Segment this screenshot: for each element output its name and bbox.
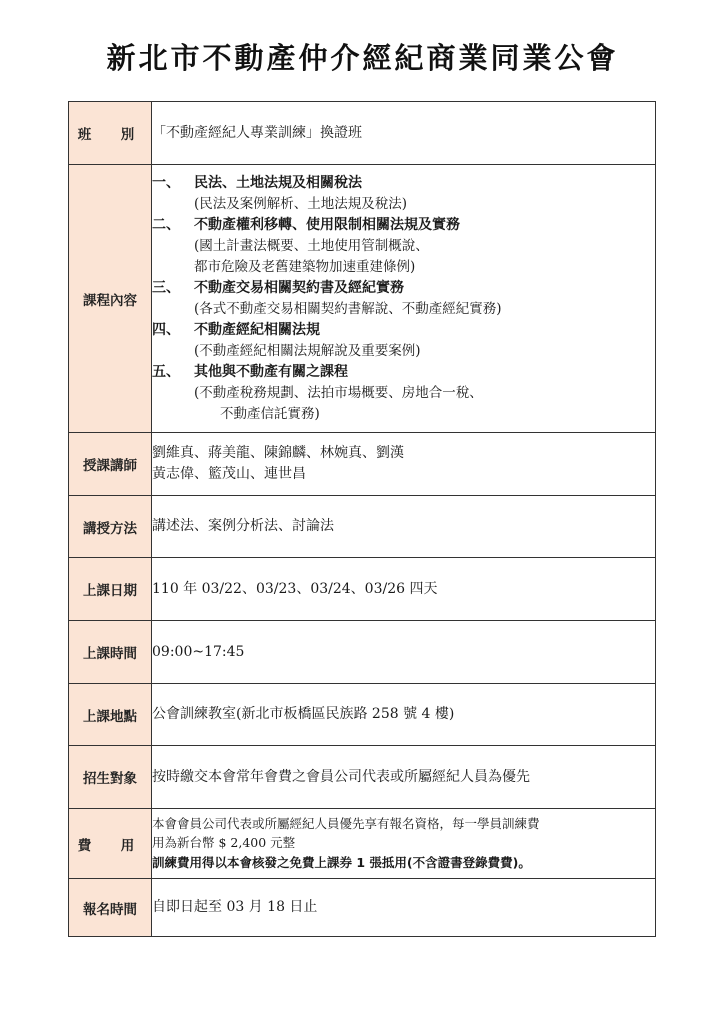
value-lecturers: [152, 433, 656, 496]
label-target: 招生對象: [69, 746, 152, 809]
value-location: 公會訓練教室(新北市板橋區民族路 258 號 4 樓): [152, 684, 656, 746]
course-section-2-desc: (國土計畫法概要、土地使用管制概說、: [194, 237, 429, 254]
row-course: [69, 165, 656, 433]
row-registration: [69, 879, 656, 937]
label-location: 上課地點: [69, 684, 152, 746]
fee-line-2: 用為新台幣 $ 2,400 元整: [152, 834, 296, 850]
row-fee: [69, 809, 656, 879]
course-section-4: 四、 不動產經紀相關法規: [152, 321, 320, 338]
value-registration: 自即日起至 03 月 18 日止: [152, 879, 656, 937]
row-date: [69, 558, 656, 621]
course-section-3-desc: (各式不動產交易相關契約書解說、不動產經紀實務): [194, 300, 502, 317]
lecturers-line-2: 黃志偉、籃茂山、連世昌: [152, 466, 306, 482]
label-method: 講授方法: [69, 496, 152, 558]
fee-line-1: 本會會員公司代表或所屬經紀人員優先享有報名資格，每一學員訓練費: [152, 815, 540, 831]
course-section-5-desc-2: 不動產信託實務): [220, 405, 320, 422]
course-section-4-desc: (不動產經紀相關法規解說及重要案例): [194, 342, 421, 359]
value-class: 「不動產經紀人專業訓練」換證班: [152, 102, 656, 165]
label-class: 班 別: [69, 102, 152, 165]
value-method: 講述法、案例分析法、討論法: [152, 496, 656, 558]
row-method: [69, 496, 656, 558]
course-info-table: [68, 101, 656, 937]
label-lecturers: 授課講師: [69, 433, 152, 496]
value-target: 按時繳交本會常年會費之會員公司代表或所屬經紀人員為優先: [152, 746, 656, 809]
row-location: [69, 684, 656, 746]
value-time: 09:00~17:45: [152, 621, 656, 684]
page-title: 新北市不動產仲介經紀商業同業公會: [106, 41, 619, 75]
label-fee: 費 用: [69, 809, 152, 879]
label-time: 上課時間: [69, 621, 152, 684]
row-lecturers: [69, 433, 656, 496]
value-date: 110 年 03/22、03/23、03/24、03/26 四天: [152, 558, 656, 621]
course-section-5-desc: (不動產稅務規劃、法拍市場概要、房地合一稅、: [194, 384, 483, 401]
row-time: [69, 621, 656, 684]
label-course: 課程內容: [69, 165, 152, 433]
row-class: [69, 102, 656, 165]
course-section-2-desc-2: 都市危險及老舊建築物加速重建條例): [194, 258, 416, 275]
label-registration: 報名時間: [69, 879, 152, 937]
course-section-3: 三、 不動產交易相關契約書及經紀實務: [152, 279, 404, 296]
row-target: [69, 746, 656, 809]
course-section-2: 二、 不動產權利移轉、使用限制相關法規及實務: [152, 216, 460, 233]
lecturers-line-1: 劉維真、蔣美龍、陳錦麟、林婉真、劉漢: [152, 445, 404, 461]
value-fee: [152, 809, 656, 879]
fee-line-3: 訓練費用得以本會核發之免費上課券 1 張抵用(不含證書登錄費費)。: [152, 854, 531, 870]
label-date: 上課日期: [69, 558, 152, 621]
value-course: [152, 165, 656, 433]
course-section-1-desc: (民法及案例解析、土地法規及稅法): [194, 195, 408, 212]
course-section-1: 一、 民法、土地法規及相關稅法: [152, 174, 362, 191]
course-section-5: 五、 其他與不動產有關之課程: [152, 363, 348, 380]
